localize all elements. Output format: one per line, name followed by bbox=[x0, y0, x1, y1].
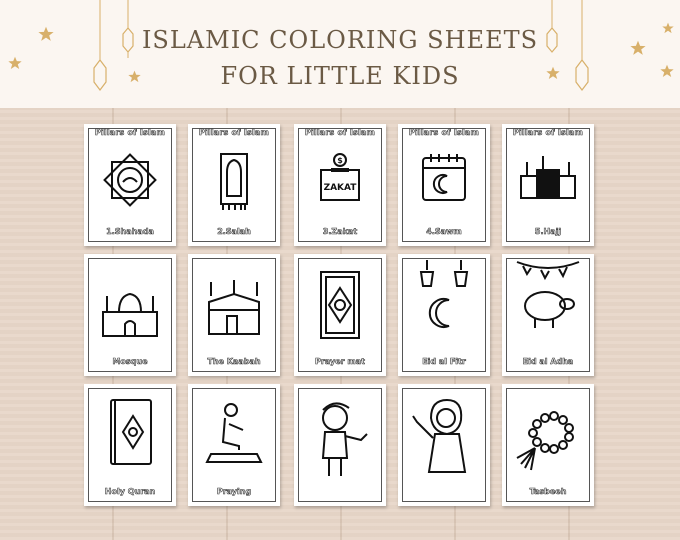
card-heading: Pillars of Islam bbox=[512, 128, 584, 137]
prayer-rug-icon bbox=[199, 146, 269, 214]
mosque-icon bbox=[95, 268, 165, 348]
zakat-label: ZAKAT bbox=[323, 183, 357, 193]
coloring-sheet-card[interactable] bbox=[398, 254, 490, 376]
coloring-sheet-card[interactable] bbox=[188, 124, 280, 246]
coloring-sheet-card[interactable] bbox=[502, 254, 594, 376]
card-caption: 5.Hajj bbox=[534, 227, 562, 236]
coloring-sheet-card[interactable] bbox=[398, 384, 490, 506]
card-caption: Prayer mat bbox=[315, 357, 365, 366]
shahada-icon bbox=[95, 146, 165, 214]
card-caption: Eid al Fitr bbox=[422, 357, 466, 366]
card-caption: 3.Zakat bbox=[322, 227, 358, 236]
zakat-box-icon bbox=[305, 146, 375, 214]
card-caption: Tasbeeh bbox=[529, 487, 567, 496]
page-title-line2: FOR LITTLE KIDS bbox=[220, 62, 460, 90]
coloring-sheet-card[interactable] bbox=[294, 254, 386, 376]
coloring-sheet-card[interactable] bbox=[188, 254, 280, 376]
calendar-crescent-icon bbox=[409, 146, 479, 214]
coloring-sheet-card[interactable] bbox=[84, 384, 176, 506]
header-banner bbox=[0, 0, 680, 108]
coloring-sheet-card[interactable] bbox=[502, 124, 594, 246]
coin-label: $ bbox=[337, 156, 343, 165]
lanterns-crescent-icon bbox=[409, 260, 479, 340]
card-caption: Eid al Adha bbox=[522, 357, 574, 366]
card-caption: 2.Salah bbox=[217, 227, 251, 236]
prayer-mat-icon bbox=[305, 266, 375, 346]
coloring-sheet-card[interactable] bbox=[398, 124, 490, 246]
card-heading: Pillars of Islam bbox=[94, 128, 166, 137]
card-caption: 4.Sawm bbox=[426, 227, 462, 236]
card-caption: 1.Shahada bbox=[106, 227, 154, 236]
coloring-sheet-card[interactable] bbox=[84, 124, 176, 246]
card-heading: Pillars of Islam bbox=[304, 128, 376, 137]
kaaba-large-icon bbox=[199, 268, 269, 348]
coloring-sheet-card[interactable] bbox=[294, 124, 386, 246]
tasbeeh-icon bbox=[513, 398, 583, 478]
kaaba-icon bbox=[513, 146, 583, 214]
card-caption: The Kaabah bbox=[207, 357, 261, 366]
card-caption: Holy Quran bbox=[104, 487, 156, 496]
coloring-sheet-card[interactable] bbox=[294, 384, 386, 506]
coloring-sheet-card[interactable] bbox=[84, 254, 176, 376]
coloring-sheet-card[interactable] bbox=[188, 384, 280, 506]
card-caption: Mosque bbox=[112, 357, 148, 366]
card-caption: Praying bbox=[216, 487, 252, 496]
boy-waving-icon bbox=[305, 394, 375, 484]
card-heading: Pillars of Islam bbox=[198, 128, 270, 137]
sheep-icon bbox=[513, 258, 583, 338]
coloring-sheet-card[interactable] bbox=[502, 384, 594, 506]
girl-hijab-icon bbox=[409, 392, 479, 482]
praying-man-icon bbox=[199, 394, 269, 474]
quran-icon bbox=[95, 394, 165, 474]
card-heading: Pillars of Islam bbox=[408, 128, 480, 137]
page-title-line1: ISLAMIC COLORING SHEETS bbox=[141, 26, 539, 54]
